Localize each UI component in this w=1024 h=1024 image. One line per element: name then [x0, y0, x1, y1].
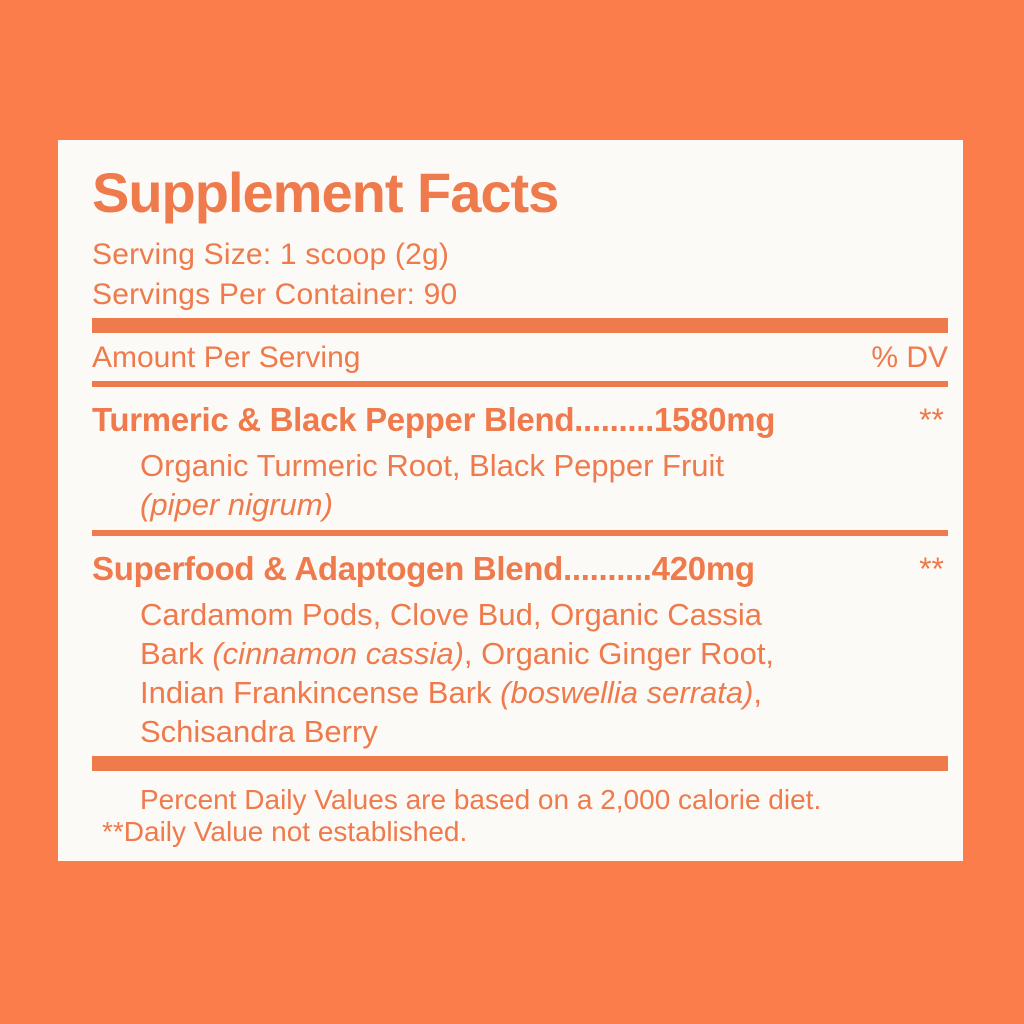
divider-thick-top — [92, 318, 948, 333]
ingredient-text-latin: (cinnamon cassia) — [212, 636, 464, 671]
blend-row-turmeric — [92, 402, 948, 438]
ingredient-line — [140, 634, 948, 673]
ingredient-text: Cardamom Pods, Clove Bud, Organic Cassia — [140, 597, 762, 632]
ingredient-text-latin: (boswellia serrata) — [500, 675, 754, 710]
footnotes — [92, 784, 948, 848]
divider-thin-2 — [92, 530, 948, 536]
footnote-dv-not-established: **Daily Value not established. — [102, 816, 468, 847]
ingredient-text: , — [753, 675, 763, 710]
ingredient-line — [140, 712, 948, 751]
ingredient-line — [140, 673, 948, 712]
serving-info — [92, 235, 948, 315]
percent-dv-label: % DV — [871, 341, 948, 374]
servings-per-container: Servings Per Container: 90 — [92, 278, 458, 311]
ingredient-line — [140, 595, 948, 634]
supplement-facts-panel — [58, 140, 963, 861]
panel-title: Supplement Facts — [92, 161, 559, 224]
divider-thick-bottom — [92, 756, 948, 771]
ingredient-text-latin: (piper nigrum) — [140, 487, 333, 522]
ingredient-text: Schisandra Berry — [140, 714, 378, 749]
ingredients-superfood — [92, 595, 948, 751]
ingredient-line — [140, 446, 948, 485]
dv-mark-superfood: ** — [919, 551, 944, 587]
ingredient-text: Organic Turmeric Root, Black Pepper Fruit — [140, 448, 725, 483]
ingredient-text: , Organic Ginger Root, — [463, 636, 775, 671]
blend-heading-superfood: Superfood & Adaptogen Blend..........420mg — [92, 550, 755, 587]
divider-thin-1 — [92, 381, 948, 387]
ingredient-text: Indian Frankincense Bark — [140, 675, 501, 710]
ingredient-text: Bark — [140, 636, 213, 671]
ingredient-line — [140, 485, 948, 524]
footnote-daily-values: Percent Daily Values are based on a 2,000 calorie diet. — [140, 784, 822, 815]
dv-mark-turmeric: ** — [919, 402, 944, 438]
column-header-row — [92, 333, 948, 381]
amount-per-serving-label: Amount Per Serving — [92, 341, 361, 374]
blend-heading-turmeric: Turmeric & Black Pepper Blend.........1580mg — [92, 401, 776, 438]
ingredients-turmeric — [92, 446, 948, 524]
blend-row-superfood — [92, 551, 948, 587]
serving-size: Serving Size: 1 scoop (2g) — [92, 238, 450, 271]
